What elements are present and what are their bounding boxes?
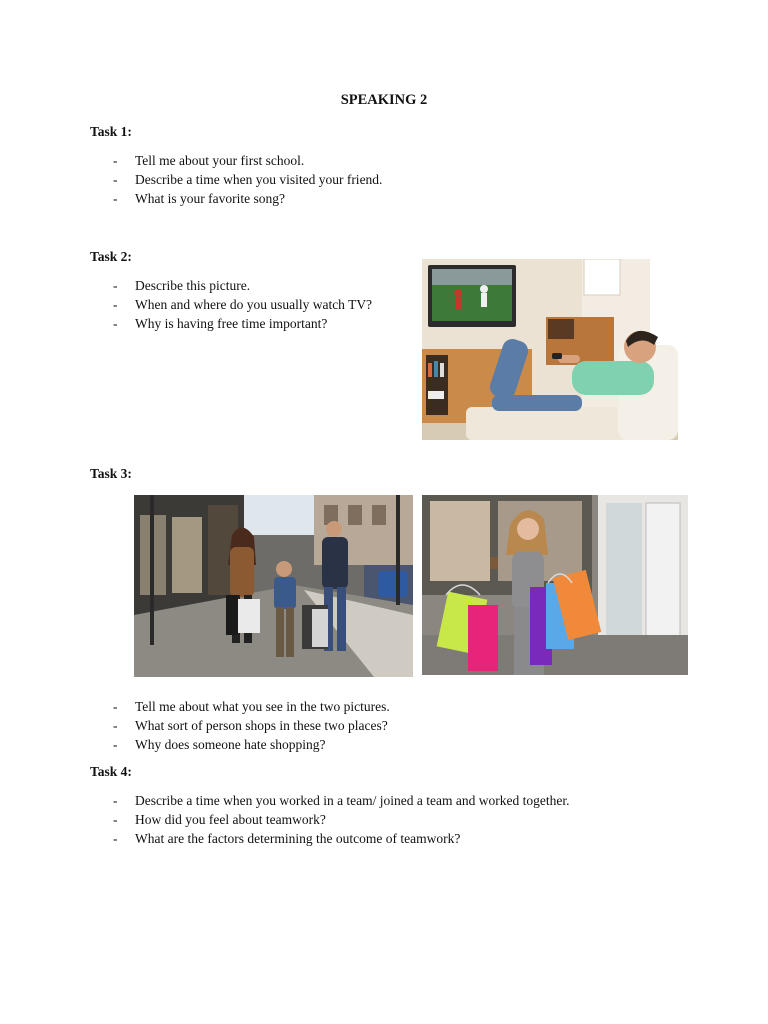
question-text: How did you feel about teamwork?	[135, 812, 326, 827]
man-watching-tv-photo	[422, 259, 678, 440]
woman-bags-illustration	[422, 495, 688, 675]
bullet-dash: -	[113, 316, 118, 331]
bullet-dash: -	[113, 812, 118, 827]
question-item	[113, 716, 390, 735]
bullet-dash: -	[113, 297, 118, 312]
woman-with-shopping-bags-photo	[422, 495, 688, 675]
question-text: Describe a time when you worked in a team/ joined a team and worked together.	[135, 793, 570, 808]
task-1-questions	[113, 151, 382, 208]
bullet-dash: -	[113, 718, 118, 733]
question-item	[113, 170, 382, 189]
question-text: Describe a time when you visited your friend.	[135, 172, 383, 187]
task-2-heading: Task 2:	[90, 249, 132, 264]
bullet-dash: -	[113, 278, 118, 293]
question-item	[113, 189, 382, 208]
question-text: What sort of person shops in these two places?	[135, 718, 388, 733]
question-item	[113, 151, 382, 170]
task-2-questions	[113, 276, 372, 333]
question-item	[113, 810, 569, 829]
bullet-dash: -	[113, 831, 118, 846]
family-shopping-street-photo	[134, 495, 413, 677]
question-text: Tell me about what you see in the two pictures.	[135, 699, 390, 714]
task-1-heading: Task 1:	[90, 124, 132, 139]
question-text: Tell me about your first school.	[135, 153, 305, 168]
task-3-heading: Task 3:	[90, 466, 132, 481]
question-text: When and where do you usually watch TV?	[135, 297, 373, 312]
question-item	[113, 314, 372, 333]
bullet-dash: -	[113, 793, 118, 808]
task-4-questions	[113, 791, 569, 848]
family-street-illustration	[134, 495, 413, 677]
tv-room-illustration	[422, 259, 678, 440]
question-item	[113, 295, 372, 314]
question-text: Why is having free time important?	[135, 316, 328, 331]
bullet-dash: -	[113, 191, 118, 206]
task-3-questions	[113, 697, 390, 754]
bullet-dash: -	[113, 153, 118, 168]
page-title: SPEAKING 2	[340, 92, 428, 108]
question-item	[113, 697, 390, 716]
question-item	[113, 276, 372, 295]
question-item	[113, 829, 569, 848]
bullet-dash: -	[113, 172, 118, 187]
bullet-dash: -	[113, 699, 118, 714]
question-text: What is your favorite song?	[135, 191, 285, 206]
question-text: Describe this picture.	[135, 278, 251, 293]
question-text: Why does someone hate shopping?	[135, 737, 326, 752]
bullet-dash: -	[113, 737, 118, 752]
task-4-heading: Task 4:	[90, 764, 132, 779]
question-item	[113, 735, 390, 754]
question-item	[113, 791, 569, 810]
question-text: What are the factors determining the outcome of teamwork?	[135, 831, 461, 846]
